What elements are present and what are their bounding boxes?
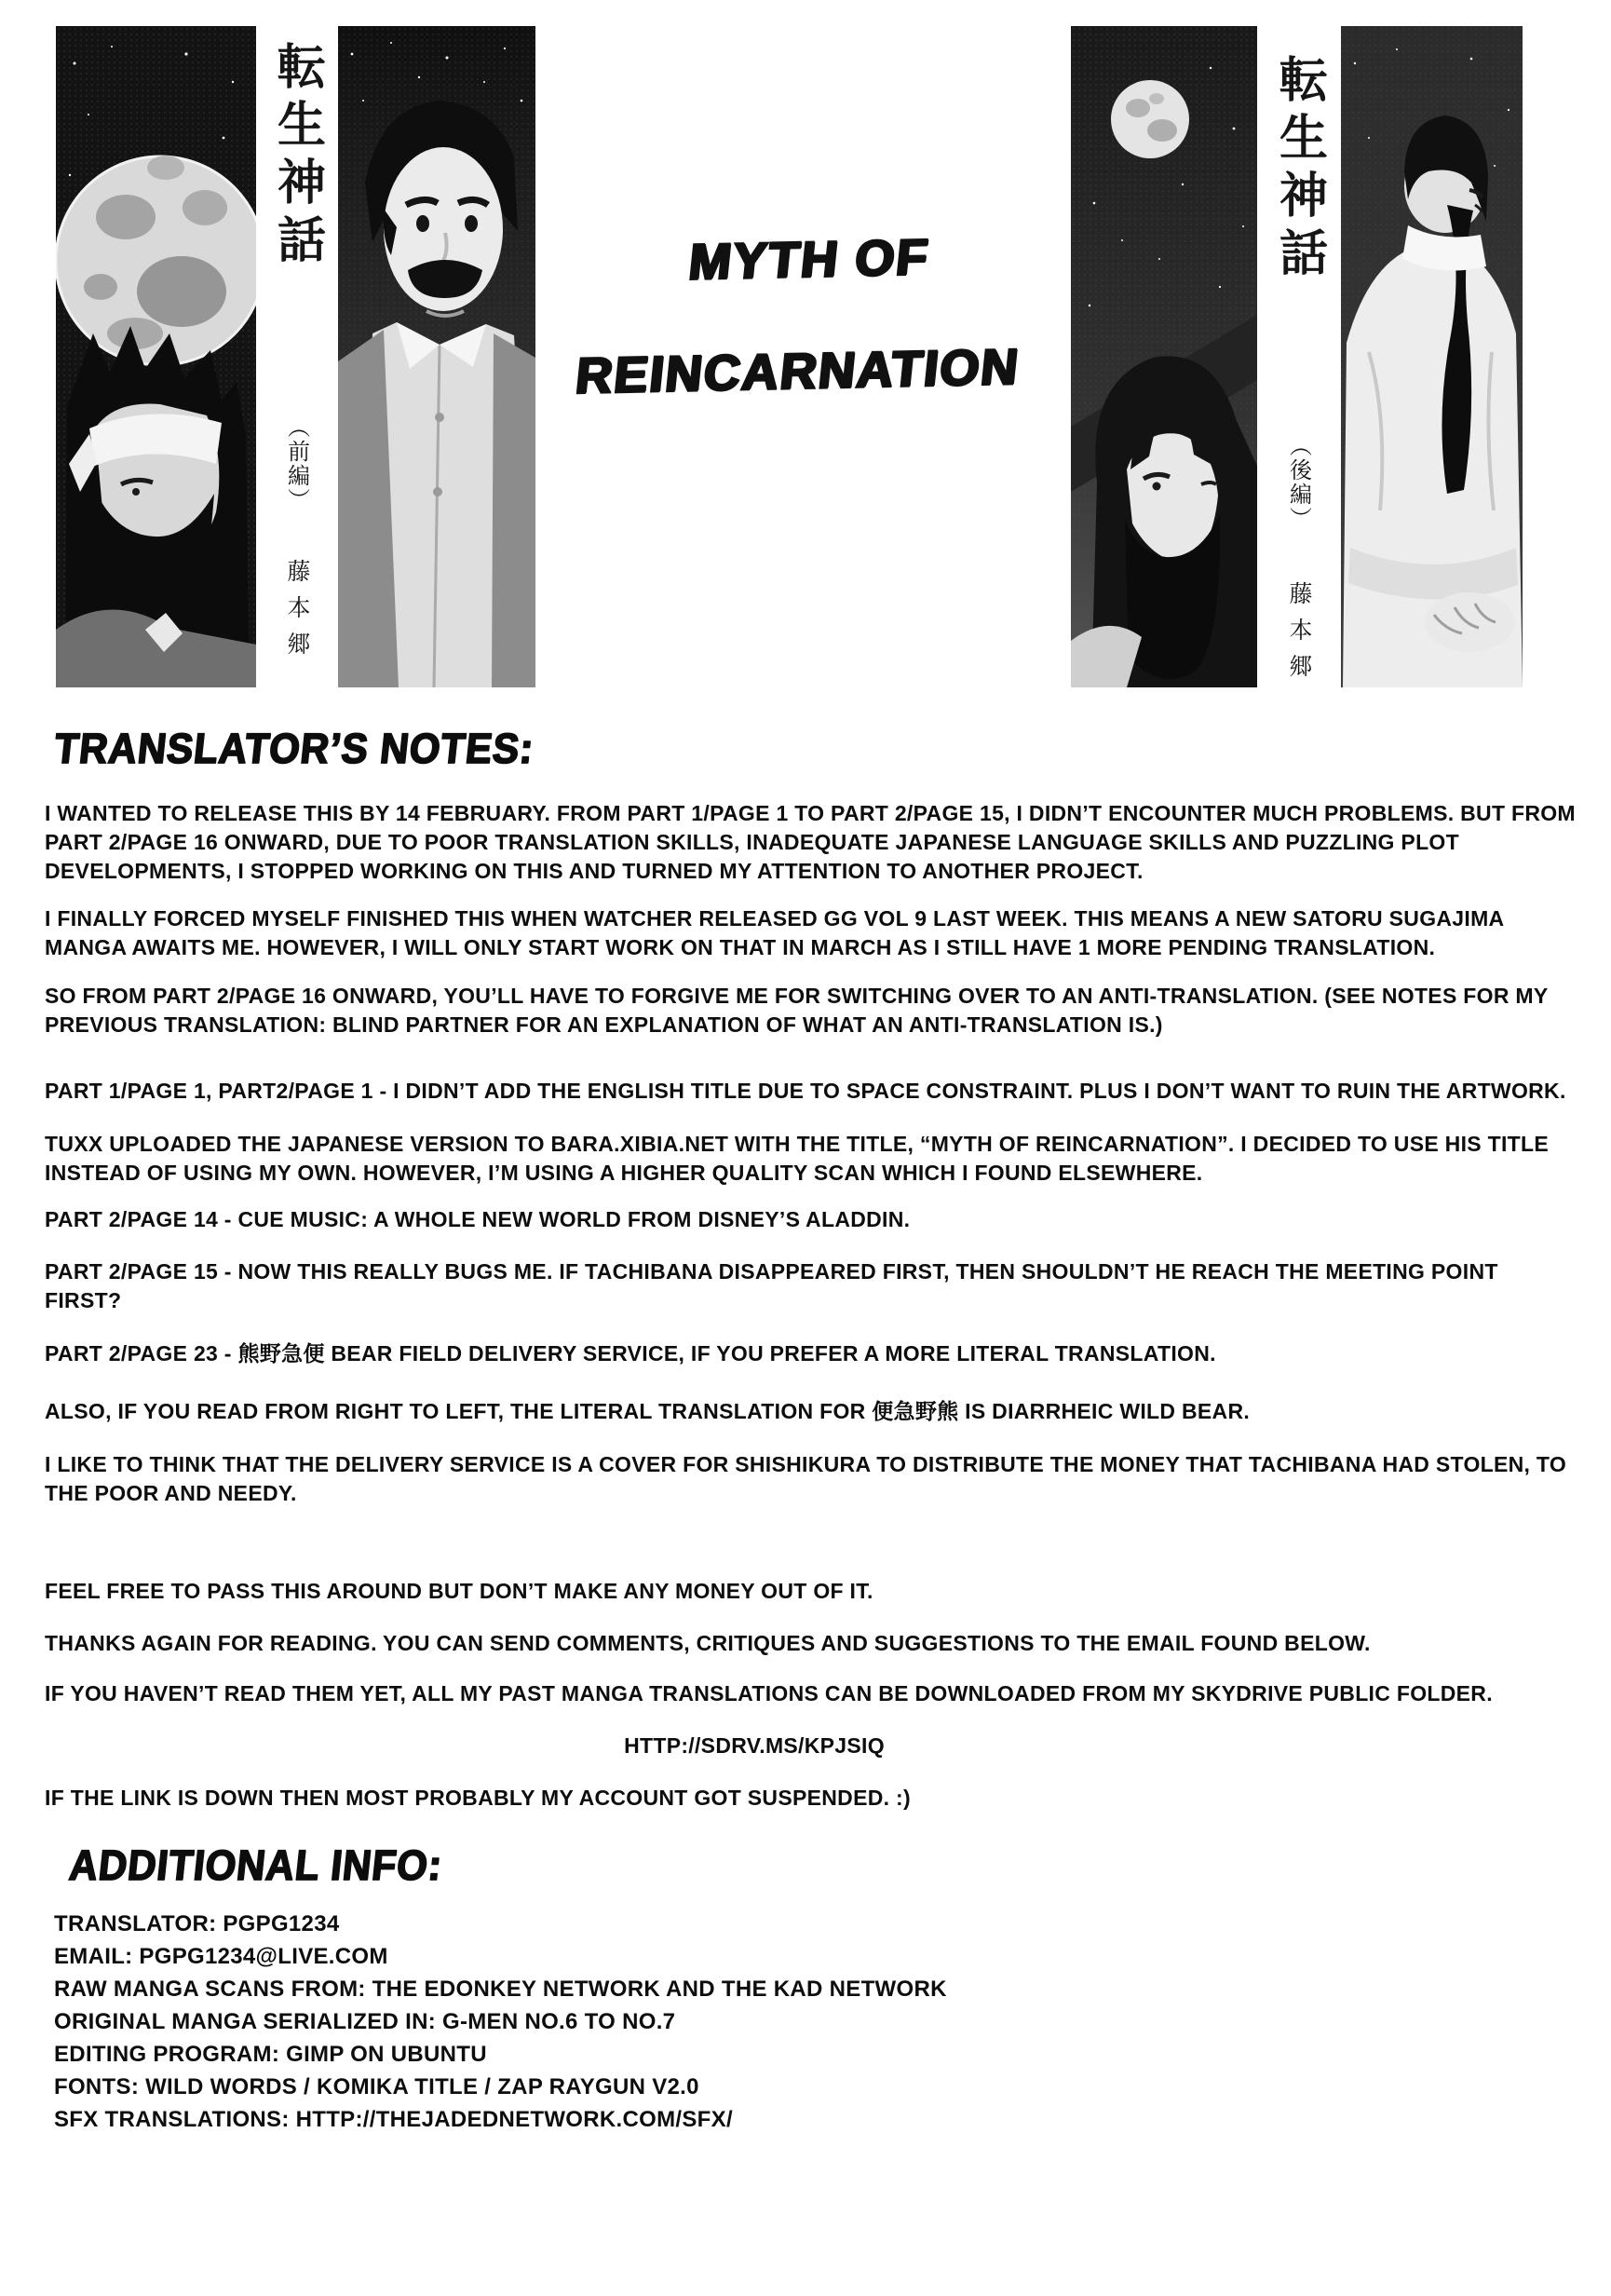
page-title: [526, 229, 1079, 402]
cover-part1-series-title: 転生神話: [268, 41, 325, 272]
info-line-fonts: FONTS: WILD WORDS / KOMIKA TITLE / ZAP RAYGUN V2.0: [54, 2074, 699, 2099]
cover-part1-title-strip: [256, 26, 338, 687]
note-paragraph: I FINALLY FORCED MYSELF FINISHED THIS WHEN WATCHER RELEASED GG VOL 9 LAST WEEK. THIS MEANS A NEW SATORU SUGAJIMA MANGA AWAITS ME. HOWEVER, I WILL ONLY START WORK ON THAT IN MARCH AS I STILL HAVE 1 MORE PENDING TRANSLATION.: [45, 906, 1504, 959]
cover-part2-part-label: （後編）: [1285, 434, 1312, 531]
cover-part1: [56, 26, 535, 687]
cover-part2: [1071, 26, 1523, 690]
mustached-man-graphic: [338, 101, 535, 687]
note-paragraph: ALSO, IF YOU READ FROM RIGHT TO LEFT, THE LITERAL TRANSLATION FOR 便急野熊 IS DIARRHEIC WILD BEAR.: [45, 1399, 1251, 1423]
cover-part1-man-panel: [338, 26, 535, 687]
cover-part2-moon-panel: [1071, 26, 1257, 687]
cover-part2-author: 藤本郷: [1286, 581, 1313, 690]
cover-part2-series-title: 転生神話: [1270, 54, 1327, 285]
moon-graphic: [1111, 80, 1189, 158]
notes-content: [41, 725, 1576, 2136]
page-title-line1: MYTH OF: [685, 229, 932, 291]
note-paragraph: IF THE LINK IS DOWN THEN MOST PROBABLY MY ACCOUNT GOT SUSPENDED. :): [45, 1786, 911, 1810]
cover-part2-title-strip: [1257, 26, 1341, 690]
info-line-email: EMAIL: PGPG1234@LIVE.COM: [54, 1944, 388, 1969]
page-title-line2: REINCARNATION: [573, 339, 1022, 404]
note-paragraph: I WANTED TO RELEASE THIS BY 14 FEBRUARY. FROM PART 1/PAGE 1 TO PART 2/PAGE 15, I DIDN’T ENCOUNTER MUCH PROBLEMS. BUT FROM PART 2/PAGE 16 ONWARD, DUE TO POOR TRANSLATION SKILLS, INADEQUATE JAPANESE LANGUAGE SKILLS AND PUZZLING PLOT DEVELOPMENTS, I STOPPED WORKING ON THIS AND TURNED MY ATTENTION TO ANOTHER PROJECT.: [45, 801, 1576, 883]
info-line-translator: TRANSLATOR: PGPG1234: [54, 1911, 340, 1936]
additional-info-heading: ADDITIONAL INFO:: [67, 1841, 445, 1889]
note-paragraph: IF YOU HAVEN’T READ THEM YET, ALL MY PAST MANGA TRANSLATIONS CAN BE DOWNLOADED FROM MY SKYDRIVE PUBLIC FOLDER.: [45, 1681, 1493, 1705]
info-line-sfx: SFX TRANSLATIONS: HTTP://THEJADEDNETWORK.COM/SFX/: [54, 2107, 733, 2132]
note-paragraph: PART 2/PAGE 23 - 熊野急便 BEAR FIELD DELIVERY SERVICE, IF YOU PREFER A MORE LITERAL TRANSLATION.: [45, 1341, 1216, 1365]
info-line-serialized: ORIGINAL MANGA SERIALIZED IN: G-MEN NO.6 TO NO.7: [54, 2009, 676, 2034]
skydrive-url: HTTP://SDRV.MS/KPJSIQ: [624, 1733, 885, 1758]
cover-part1-author: 藤本郷: [284, 559, 311, 668]
note-paragraph: FEEL FREE TO PASS THIS AROUND BUT DON’T MAKE ANY MONEY OUT OF IT.: [45, 1579, 873, 1603]
cover-part1-part-label: （前編）: [283, 415, 310, 512]
note-paragraph: TUXX UPLOADED THE JAPANESE VERSION TO BARA.XIBIA.NET WITH THE TITLE, “MYTH OF REINCARNATION”. I DECIDED TO USE HIS TITLE INSTEAD OF USING MY OWN. HOWEVER, I’M USING A HIGHER QUALITY SCAN WHICH I FOUND ELSEWHERE.: [45, 1132, 1549, 1185]
translators-notes-heading: TRANSLATOR’S NOTES:: [52, 725, 536, 772]
cover-part2-coat-panel: [1341, 26, 1523, 687]
note-paragraph: PART 2/PAGE 15 - NOW THIS REALLY BUGS ME. IF TACHIBANA DISAPPEARED FIRST, THEN SHOULDN’T HE REACH THE MEETING POINT FIRST?: [45, 1259, 1498, 1312]
cover-part1-moon-panel: [56, 26, 264, 687]
note-paragraph: PART 1/PAGE 1, PART2/PAGE 1 - I DIDN’T ADD THE ENGLISH TITLE DUE TO SPACE CONSTRAINT. PLUS I DON’T WANT TO RUIN THE ARTWORK.: [45, 1079, 1566, 1103]
note-paragraph: PART 2/PAGE 14 - CUE MUSIC: A WHOLE NEW WORLD FROM DISNEY’S ALADDIN.: [45, 1207, 911, 1231]
note-paragraph: THANKS AGAIN FOR READING. YOU CAN SEND COMMENTS, CRITIQUES AND SUGGESTIONS TO THE EMAIL FOUND BELOW.: [45, 1631, 1371, 1655]
note-paragraph: I LIKE TO THINK THAT THE DELIVERY SERVICE IS A COVER FOR SHISHIKURA TO DISTRIBUTE THE MONEY THAT TACHIBANA HAD STOLEN, TO THE POOR AND NEEDY.: [45, 1452, 1567, 1505]
moon-graphic: [56, 156, 264, 365]
info-line-raw-scans: RAW MANGA SCANS FROM: THE EDONKEY NETWORK AND THE KAD NETWORK: [54, 1977, 947, 2002]
note-paragraph: SO FROM PART 2/PAGE 16 ONWARD, YOU’LL HAVE TO FORGIVE ME FOR SWITCHING OVER TO AN ANTI-TRANSLATION. (SEE NOTES FOR MY PREVIOUS TRANSLATION: BLIND PARTNER FOR AN EXPLANATION OF WHAT AN ANTI-TRANSLATION IS.): [45, 984, 1549, 1037]
info-line-editing-program: EDITING PROGRAM: GIMP ON UBUNTU: [54, 2042, 487, 2067]
